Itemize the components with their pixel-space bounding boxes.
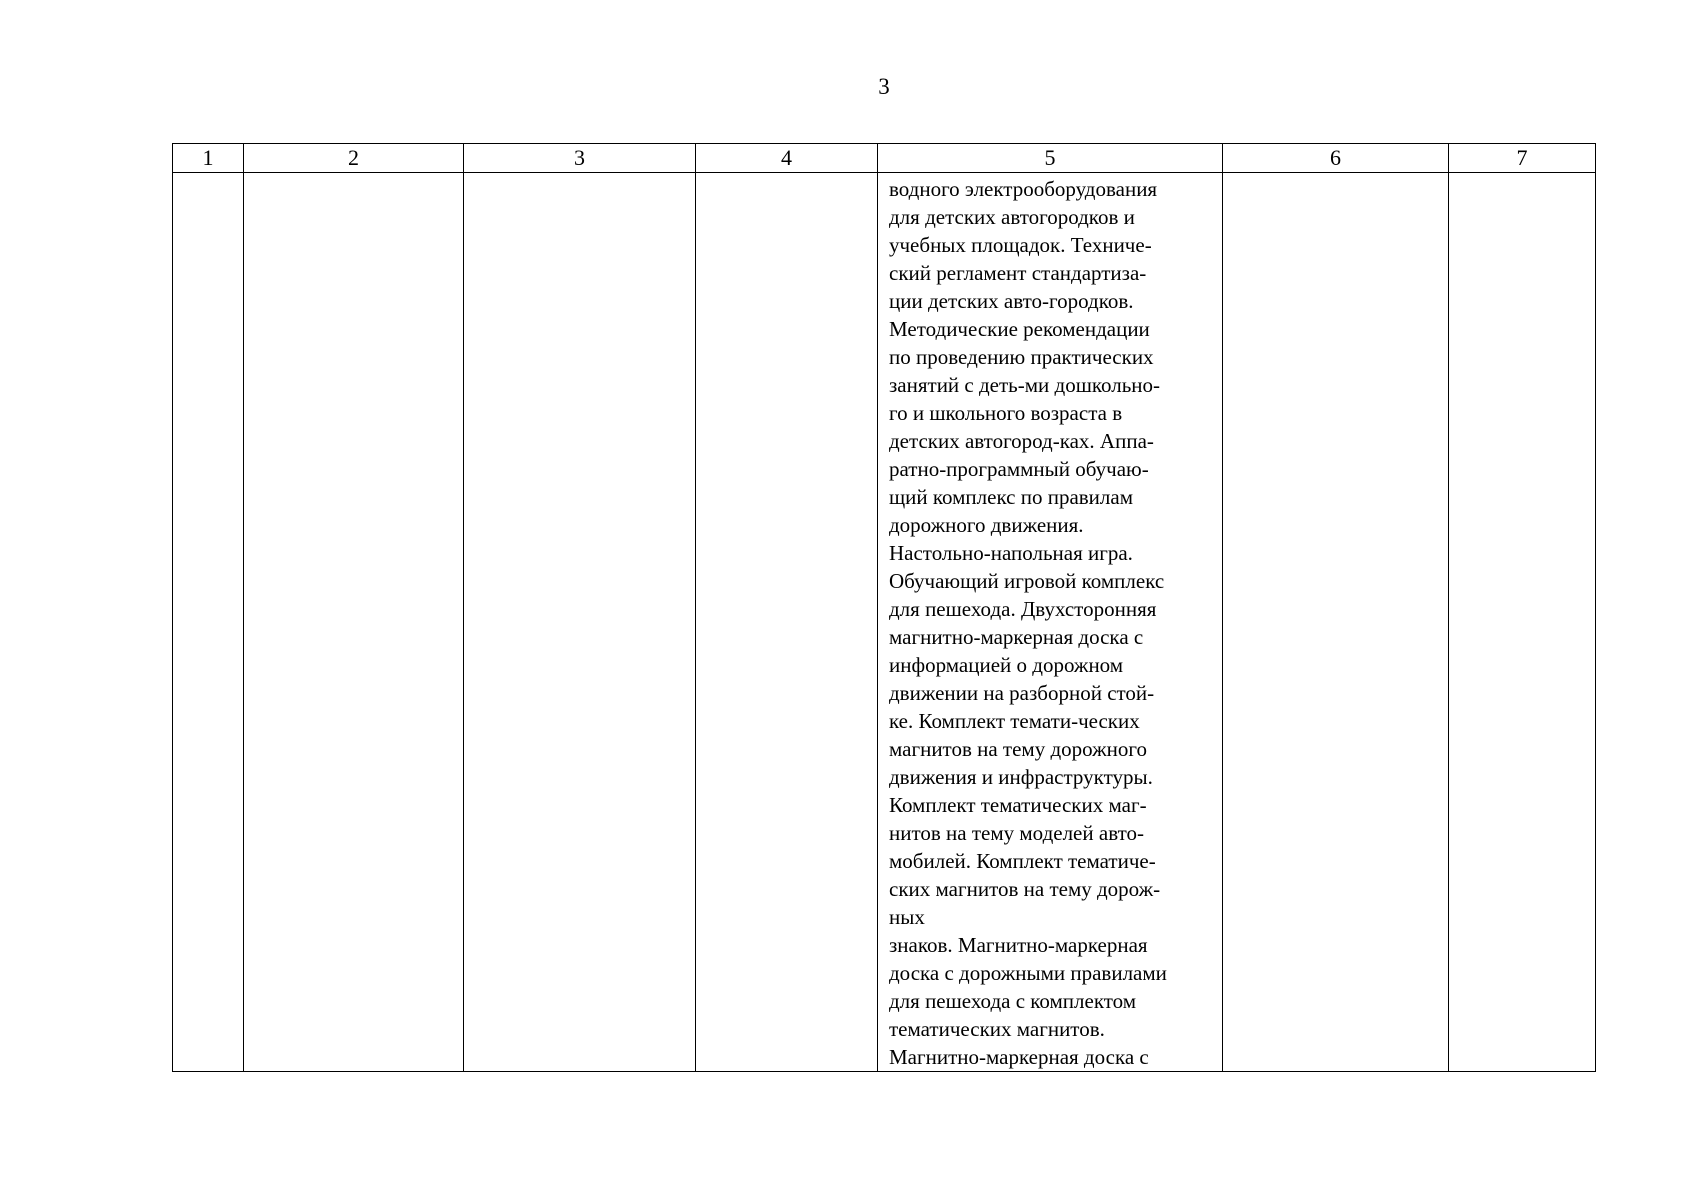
text-line: ных <box>889 905 925 929</box>
text-line: занятий с деть-ми дошкольно- <box>889 373 1161 397</box>
text-line: тематических магнитов. <box>889 1017 1105 1041</box>
text-line: по проведению практических <box>889 345 1154 369</box>
text-line: знаков. Магнитно-маркерная <box>889 933 1148 957</box>
text-line: магнитно-маркерная доска с <box>889 625 1144 649</box>
cell-col-6 <box>1223 173 1449 1072</box>
cell-col-1 <box>173 173 244 1072</box>
text-line: магнитов на тему дорожного <box>889 737 1147 761</box>
text-line: для пешехода с комплектом <box>889 989 1137 1013</box>
text-line: го и школьного возраста в <box>889 401 1123 425</box>
column-header-5: 5 <box>878 144 1223 173</box>
text-line: мобилей. Комплект тематиче- <box>889 849 1156 873</box>
text-line: Магнитно-маркерная доска с <box>889 1045 1149 1069</box>
text-line: движения и инфраструктуры. <box>889 765 1153 789</box>
column-header-3: 3 <box>464 144 696 173</box>
column-header-4: 4 <box>696 144 878 173</box>
column-header-7: 7 <box>1449 144 1596 173</box>
page-number: 3 <box>878 74 890 99</box>
text-line: информацией о дорожном <box>889 653 1124 677</box>
text-line: Обучающий игровой комплекс <box>889 569 1165 593</box>
text-line: Методические рекомендации <box>889 317 1150 341</box>
text-line: ратно-программный обучаю- <box>889 457 1149 481</box>
column-header-2: 2 <box>244 144 464 173</box>
text-line: учебных площадок. Техниче- <box>889 233 1152 257</box>
text-line: Настольно-напольная игра. <box>889 541 1133 565</box>
text-line: детских автогород-ках. Аппа- <box>889 429 1154 453</box>
text-line: щий комплекс по правилам <box>889 485 1134 509</box>
text-line: ции детских авто-городков. <box>889 289 1134 313</box>
cell-col-4 <box>696 173 878 1072</box>
text-line: ке. Комплект темати-ческих <box>889 709 1140 733</box>
text-line: доска с дорожными правилами <box>889 961 1167 985</box>
column-header-6: 6 <box>1223 144 1449 173</box>
document-table <box>172 143 1596 1072</box>
text-line: движении на разборной стой- <box>889 681 1155 705</box>
text-line: для детских автогородков и <box>889 205 1135 229</box>
text-line: водного электрооборудования <box>889 177 1158 201</box>
column-header-1: 1 <box>173 144 244 173</box>
text-line: Комплект тематических маг- <box>889 793 1147 817</box>
text-line: нитов на тему моделей авто- <box>889 821 1144 845</box>
cell-col-3 <box>464 173 696 1072</box>
cell-col-5 <box>878 173 1223 1072</box>
table-row <box>173 173 1596 1072</box>
equipment-description <box>878 173 1222 1071</box>
cell-col-7 <box>1449 173 1596 1072</box>
table-header-row <box>173 144 1596 173</box>
text-line: ских магнитов на тему дорож- <box>889 877 1161 901</box>
text-line: ский регламент стандартиза- <box>889 261 1147 285</box>
text-line: для пешехода. Двухсторонняя <box>889 597 1157 621</box>
text-line: дорожного движения. <box>889 513 1084 537</box>
cell-col-2 <box>244 173 464 1072</box>
